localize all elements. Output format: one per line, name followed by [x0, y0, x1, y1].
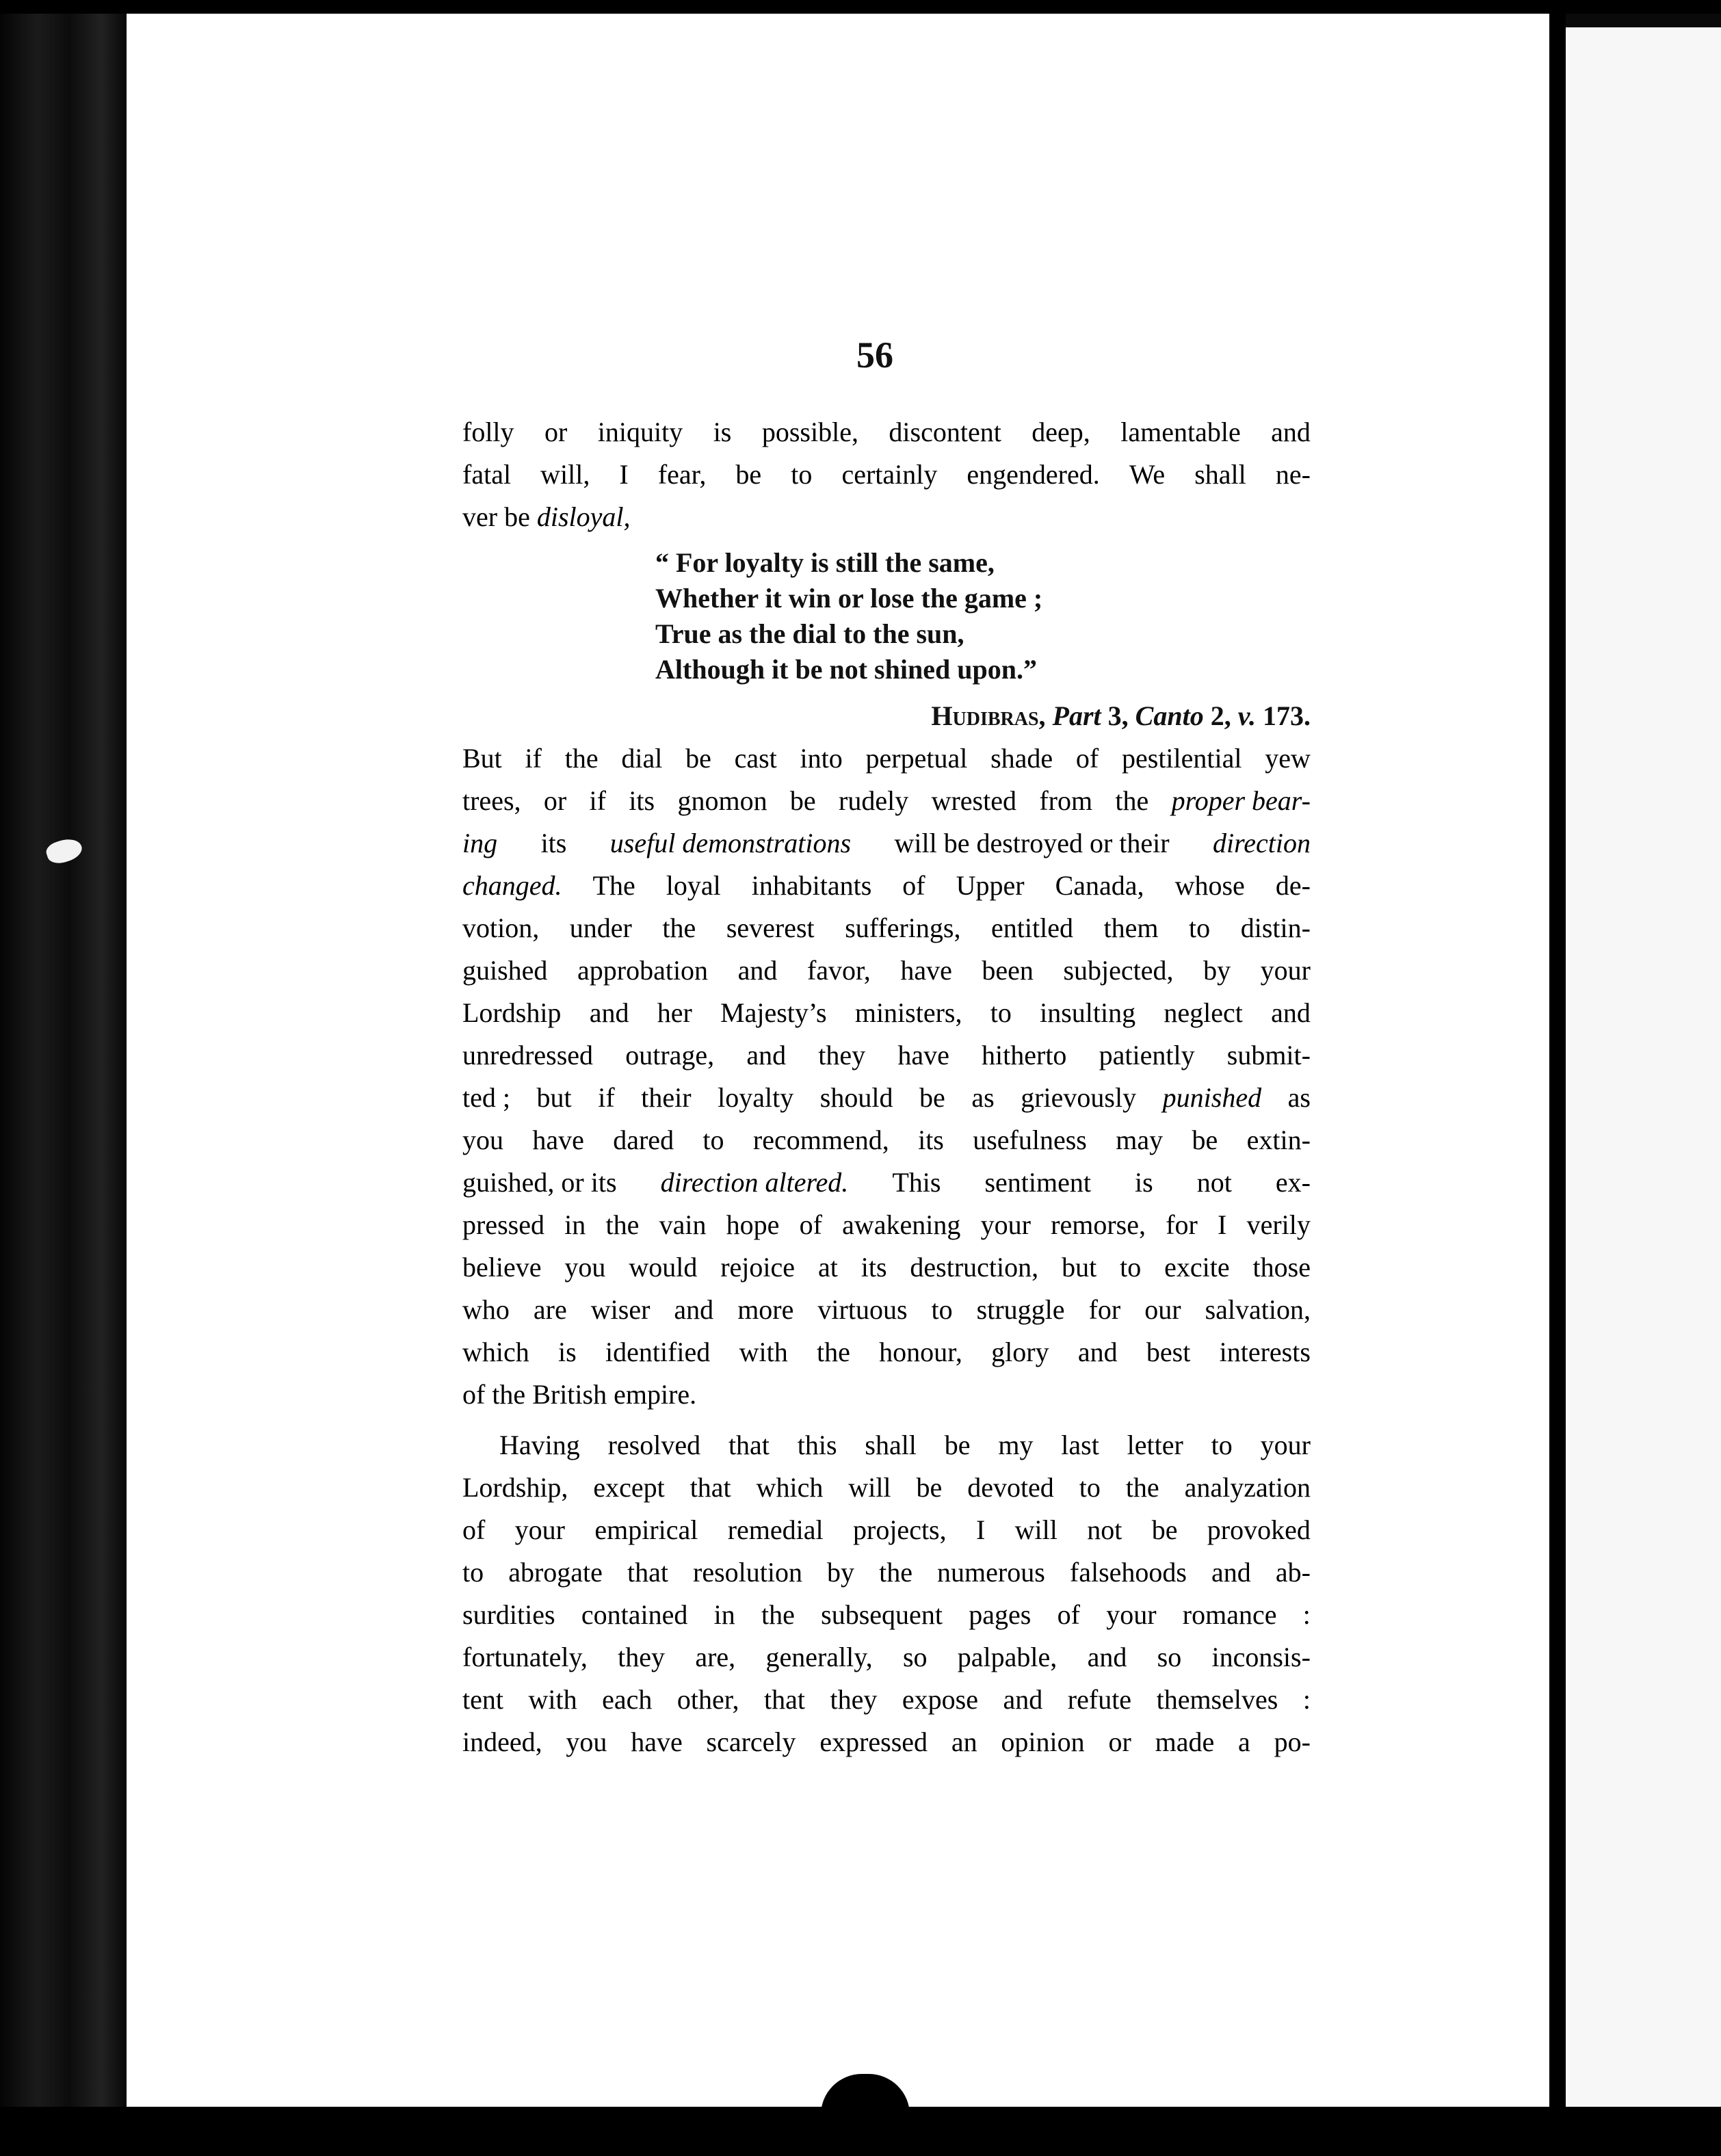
word: usefulness	[973, 1125, 1087, 1155]
word: folly	[462, 417, 514, 447]
word: vain	[659, 1209, 707, 1240]
word: been	[982, 955, 1034, 986]
word: that	[689, 1472, 731, 1503]
word: who	[462, 1294, 510, 1325]
word: cast	[734, 743, 777, 774]
text-line	[462, 949, 1311, 992]
line-words: guished, or its	[462, 1167, 617, 1198]
word: devoted	[967, 1472, 1054, 1503]
word: loyal	[666, 870, 721, 901]
word: by	[827, 1557, 855, 1588]
word: which	[756, 1472, 824, 1503]
word: the	[662, 912, 696, 943]
word: not	[1196, 1167, 1232, 1198]
word: Having	[499, 1430, 580, 1460]
text-line	[462, 1373, 1311, 1416]
word: for	[1166, 1209, 1198, 1240]
line-words: of the British empire.	[462, 1379, 697, 1410]
word: remedial	[727, 1514, 824, 1545]
word: ministers,	[854, 997, 962, 1028]
italic-word: changed.	[462, 870, 562, 901]
word: approbation	[577, 955, 709, 986]
text-line	[462, 1034, 1311, 1077]
word: and	[674, 1294, 714, 1325]
word: fortunately,	[462, 1642, 588, 1672]
word: contained	[581, 1599, 688, 1630]
word: abrogate	[508, 1557, 603, 1588]
word: sufferings,	[845, 912, 961, 943]
word: de-	[1275, 870, 1311, 901]
italic-phrase: useful demonstrations	[609, 828, 852, 858]
word: dared	[613, 1125, 674, 1155]
word: hitherto	[982, 1040, 1067, 1070]
word: outrage,	[625, 1040, 715, 1070]
word: unredressed	[462, 1040, 594, 1070]
text-line	[462, 411, 1311, 453]
word: rudely	[839, 785, 909, 816]
word: lamentable	[1120, 417, 1241, 447]
word: best	[1146, 1337, 1191, 1367]
word: my	[998, 1430, 1034, 1460]
word: you	[564, 1252, 606, 1283]
word: your	[1106, 1599, 1157, 1630]
word: that	[728, 1430, 770, 1460]
word: generally,	[765, 1642, 873, 1672]
word: wiser	[590, 1294, 651, 1325]
word: is	[1135, 1167, 1153, 1198]
word: virtuous	[817, 1294, 908, 1325]
adjacent-page-edge	[1566, 27, 1721, 2120]
word: patiently	[1099, 1040, 1195, 1070]
text-line	[462, 1246, 1311, 1289]
italic-word: ing	[462, 828, 498, 858]
text-line	[462, 1636, 1311, 1679]
word: honour,	[879, 1337, 962, 1367]
word: votion,	[462, 912, 540, 943]
attribution-verse-number: 173.	[1263, 700, 1311, 731]
word: empirical	[594, 1514, 698, 1545]
word: believe	[462, 1252, 542, 1283]
word: is	[713, 417, 732, 447]
word: for	[1088, 1294, 1121, 1325]
word: to	[990, 997, 1012, 1028]
scan-top-border	[0, 0, 1721, 14]
word: analyzation	[1184, 1472, 1311, 1503]
word: may	[1116, 1125, 1164, 1155]
italic-word: direction	[1213, 828, 1311, 858]
word: Lordship	[462, 997, 562, 1028]
word: po-	[1274, 1726, 1311, 1757]
word: the	[761, 1599, 795, 1630]
text-line	[462, 1289, 1311, 1331]
word: last	[1061, 1430, 1099, 1460]
quotation-attribution	[814, 695, 1311, 737]
page-number: 56	[856, 334, 893, 376]
word: so	[902, 1642, 928, 1672]
word: with	[528, 1684, 577, 1715]
attribution-part-label: Part	[1052, 700, 1101, 731]
word: entitled	[991, 912, 1073, 943]
word: gnomon	[677, 785, 767, 816]
word: insulting	[1040, 997, 1136, 1028]
word: sentiment	[984, 1167, 1091, 1198]
word: have	[897, 1040, 949, 1070]
word: glory	[991, 1337, 1049, 1367]
word: and	[1211, 1557, 1251, 1588]
word: or	[1108, 1726, 1131, 1757]
word: iniquity	[597, 417, 683, 447]
word: distin-	[1240, 912, 1311, 943]
word: and	[589, 997, 629, 1028]
word: refute	[1067, 1684, 1132, 1715]
word: your	[980, 1209, 1031, 1240]
word: they	[830, 1684, 878, 1715]
word: be	[944, 1430, 971, 1460]
word: indeed,	[462, 1726, 542, 1757]
word: of	[1075, 743, 1099, 774]
word: pressed	[462, 1209, 544, 1240]
word: to	[702, 1125, 724, 1155]
word: possible,	[761, 417, 858, 447]
text-line	[462, 822, 1311, 865]
word: fear,	[657, 459, 707, 490]
attribution-author: Hudibras,	[931, 700, 1046, 731]
attribution-canto-label: Canto	[1135, 700, 1204, 731]
word: are,	[695, 1642, 736, 1672]
word: pages	[969, 1599, 1032, 1630]
word: you	[566, 1726, 607, 1757]
word: :	[1302, 1599, 1311, 1630]
word: if	[598, 1082, 615, 1113]
word: its	[629, 785, 655, 816]
word: struggle	[976, 1294, 1065, 1325]
word: ne-	[1275, 459, 1311, 490]
word: are	[533, 1294, 567, 1325]
word: a	[1238, 1726, 1250, 1757]
word: expressed	[819, 1726, 928, 1757]
word: its	[918, 1125, 944, 1155]
word: and	[746, 1040, 787, 1070]
word: certainly	[841, 459, 938, 490]
word: wrested	[931, 785, 1016, 816]
word: will	[1014, 1514, 1057, 1545]
word: by	[1203, 955, 1231, 986]
word: favor,	[806, 955, 871, 986]
word: them	[1103, 912, 1159, 943]
italic-phrase: proper bear-	[1171, 785, 1311, 816]
text-line	[462, 1721, 1311, 1763]
word: identified	[605, 1337, 711, 1367]
word: awakening	[842, 1209, 961, 1240]
word: in	[713, 1599, 735, 1630]
word: to	[931, 1294, 953, 1325]
word: if	[589, 785, 606, 816]
text-line	[462, 453, 1311, 496]
word: your	[1260, 1430, 1311, 1460]
word: and	[1087, 1642, 1127, 1672]
word: excite	[1164, 1252, 1230, 1283]
word: into	[800, 743, 843, 774]
word: romance	[1182, 1599, 1277, 1630]
text-line	[462, 907, 1311, 949]
word: resolved	[607, 1430, 701, 1460]
text-line	[462, 780, 1311, 822]
word: We	[1129, 459, 1166, 490]
word: remorse,	[1051, 1209, 1146, 1240]
word: to	[1120, 1252, 1142, 1283]
word: I	[1218, 1209, 1227, 1240]
text-line	[462, 1204, 1311, 1246]
word: should	[819, 1082, 893, 1113]
word: the	[816, 1337, 850, 1367]
word: resolution	[693, 1557, 802, 1588]
word: expose	[902, 1684, 978, 1715]
word: recommend,	[752, 1125, 889, 1155]
word: your	[514, 1514, 565, 1545]
verse-line: True as the dial to the sun,	[655, 618, 964, 649]
word: :	[1302, 1684, 1311, 1715]
word: which	[462, 1337, 529, 1367]
word: so	[1157, 1642, 1182, 1672]
word: at	[817, 1252, 838, 1283]
book-binding-edge	[0, 0, 127, 2156]
word: projects,	[853, 1514, 947, 1545]
word: neglect	[1164, 997, 1243, 1028]
line-word: as	[1287, 1082, 1311, 1113]
word: to	[1189, 912, 1211, 943]
text-line	[462, 1509, 1311, 1551]
word: falsehoods	[1069, 1557, 1187, 1588]
word: shall	[865, 1430, 917, 1460]
word: have	[631, 1726, 683, 1757]
word: be	[685, 743, 711, 774]
word: of	[799, 1209, 822, 1240]
word: have	[532, 1125, 584, 1155]
word: hope	[726, 1209, 780, 1240]
text-line	[462, 496, 1311, 538]
word: yew	[1265, 743, 1311, 774]
word: its	[860, 1252, 887, 1283]
text-line	[462, 865, 1311, 907]
word: will	[848, 1472, 891, 1503]
word: in	[564, 1209, 586, 1240]
word: to	[462, 1557, 484, 1588]
word: tent	[462, 1684, 503, 1715]
word: be	[916, 1472, 943, 1503]
word: letter	[1127, 1430, 1183, 1460]
word: deep,	[1032, 417, 1090, 447]
word: destruction,	[910, 1252, 1039, 1283]
word: guished	[462, 955, 548, 986]
word: not	[1087, 1514, 1122, 1545]
word: under	[569, 912, 632, 943]
word: this	[797, 1430, 837, 1460]
word: or	[544, 417, 568, 447]
word: that	[764, 1684, 806, 1715]
word: their	[641, 1082, 692, 1113]
line-words: ver be	[462, 501, 530, 532]
word: her	[657, 997, 692, 1028]
italic-word: disloyal,	[536, 501, 631, 532]
word: loyalty	[718, 1082, 794, 1113]
word: shall	[1194, 459, 1246, 490]
word: provoked	[1207, 1514, 1311, 1545]
line-words: its	[540, 828, 567, 858]
word: subsequent	[821, 1599, 943, 1630]
word: But	[462, 743, 502, 774]
word: more	[737, 1294, 794, 1325]
word: or	[543, 785, 567, 816]
word: verily	[1246, 1209, 1311, 1240]
text-line	[462, 1331, 1311, 1373]
text-line	[462, 1119, 1311, 1161]
word: Canada,	[1055, 870, 1144, 901]
word: except	[593, 1472, 665, 1503]
word: inconsis-	[1211, 1642, 1311, 1672]
word: extin-	[1246, 1125, 1311, 1155]
word: be	[1151, 1514, 1178, 1545]
word: the	[605, 1209, 640, 1240]
word: I	[975, 1514, 986, 1545]
word: dial	[621, 743, 663, 774]
word: that	[627, 1557, 668, 1588]
word: opinion	[1001, 1726, 1085, 1757]
word: and	[1003, 1684, 1043, 1715]
word: be	[1192, 1125, 1218, 1155]
word: shade	[990, 743, 1053, 774]
word: engendered.	[967, 459, 1100, 490]
word: surdities	[462, 1599, 555, 1630]
word: those	[1252, 1252, 1311, 1283]
word: submit-	[1226, 1040, 1311, 1070]
word: and	[1271, 997, 1311, 1028]
word: but	[536, 1082, 572, 1113]
text-line	[462, 992, 1311, 1034]
word: and	[1271, 417, 1311, 447]
word: your	[1260, 955, 1311, 986]
word: discontent	[889, 417, 1001, 447]
word: perpetual	[865, 743, 968, 774]
word: This	[892, 1167, 941, 1198]
word: Lordship,	[462, 1472, 568, 1503]
word: whose	[1174, 870, 1245, 901]
text-line	[462, 1077, 1311, 1119]
word: ab-	[1275, 1557, 1311, 1588]
word: themselves	[1156, 1684, 1278, 1715]
word: Upper	[956, 870, 1025, 901]
word: our	[1144, 1294, 1181, 1325]
word: they	[818, 1040, 866, 1070]
verse-line: Whether it win or lose the game ;	[655, 583, 1043, 614]
text-line	[462, 1161, 1311, 1204]
word: The	[592, 870, 635, 901]
word: pestilential	[1122, 743, 1242, 774]
word: severest	[726, 912, 815, 943]
word: the	[1125, 1472, 1159, 1503]
word: of	[462, 1514, 486, 1545]
word: made	[1155, 1726, 1215, 1757]
word: ex-	[1275, 1167, 1311, 1198]
word: scarcely	[706, 1726, 796, 1757]
word: numerous	[937, 1557, 1045, 1588]
word: if	[525, 743, 542, 774]
word: will,	[540, 459, 590, 490]
word: but	[1062, 1252, 1097, 1283]
word: I	[619, 459, 629, 490]
text-line	[462, 1679, 1311, 1721]
word: be	[789, 785, 816, 816]
text-line	[499, 1424, 1311, 1467]
word: and	[1077, 1337, 1118, 1367]
word: salvation,	[1205, 1294, 1311, 1325]
word: is	[558, 1337, 577, 1367]
word: interests	[1219, 1337, 1311, 1367]
page-gutter	[1549, 0, 1566, 2156]
word: would	[629, 1252, 698, 1283]
word: to	[1079, 1472, 1101, 1503]
text-line	[462, 737, 1311, 780]
word: they	[618, 1642, 666, 1672]
word: Majesty’s	[720, 997, 827, 1028]
word: trees,	[462, 785, 521, 816]
word: of	[1057, 1599, 1080, 1630]
word: inhabitants	[751, 870, 872, 901]
word: subjected,	[1063, 955, 1174, 986]
word: rejoice	[720, 1252, 796, 1283]
word: with	[739, 1337, 788, 1367]
word: to	[1211, 1430, 1233, 1460]
verse-line: “ For loyalty is still the same,	[655, 547, 995, 578]
word: the	[564, 743, 599, 774]
word: as	[971, 1082, 995, 1113]
italic-word: punished	[1162, 1082, 1262, 1113]
attribution-verse-label: v.	[1237, 700, 1256, 731]
word: to	[791, 459, 813, 490]
word: have	[900, 955, 952, 986]
word: palpable,	[957, 1642, 1057, 1672]
word: from	[1039, 785, 1093, 816]
word: the	[1115, 785, 1149, 816]
attribution-canto-number: 2,	[1210, 700, 1231, 731]
text-line	[462, 1594, 1311, 1636]
word: grievously	[1021, 1082, 1137, 1113]
word: fatal	[462, 459, 512, 490]
word: be	[919, 1082, 945, 1113]
italic-phrase: direction altered.	[660, 1167, 849, 1198]
word: each	[602, 1684, 653, 1715]
word: the	[879, 1557, 912, 1588]
text-line	[462, 1551, 1311, 1594]
verse-line: Although it be not shined upon.”	[655, 654, 1037, 685]
word: ted ;	[462, 1082, 510, 1113]
word: of	[902, 870, 925, 901]
word: other,	[676, 1684, 739, 1715]
word: and	[737, 955, 778, 986]
attribution-part-number: 3,	[1107, 700, 1129, 731]
text-line	[462, 1467, 1311, 1509]
word: an	[951, 1726, 977, 1757]
word: be	[735, 459, 762, 490]
line-words: will be destroyed or their	[894, 828, 1170, 858]
word: you	[462, 1125, 503, 1155]
